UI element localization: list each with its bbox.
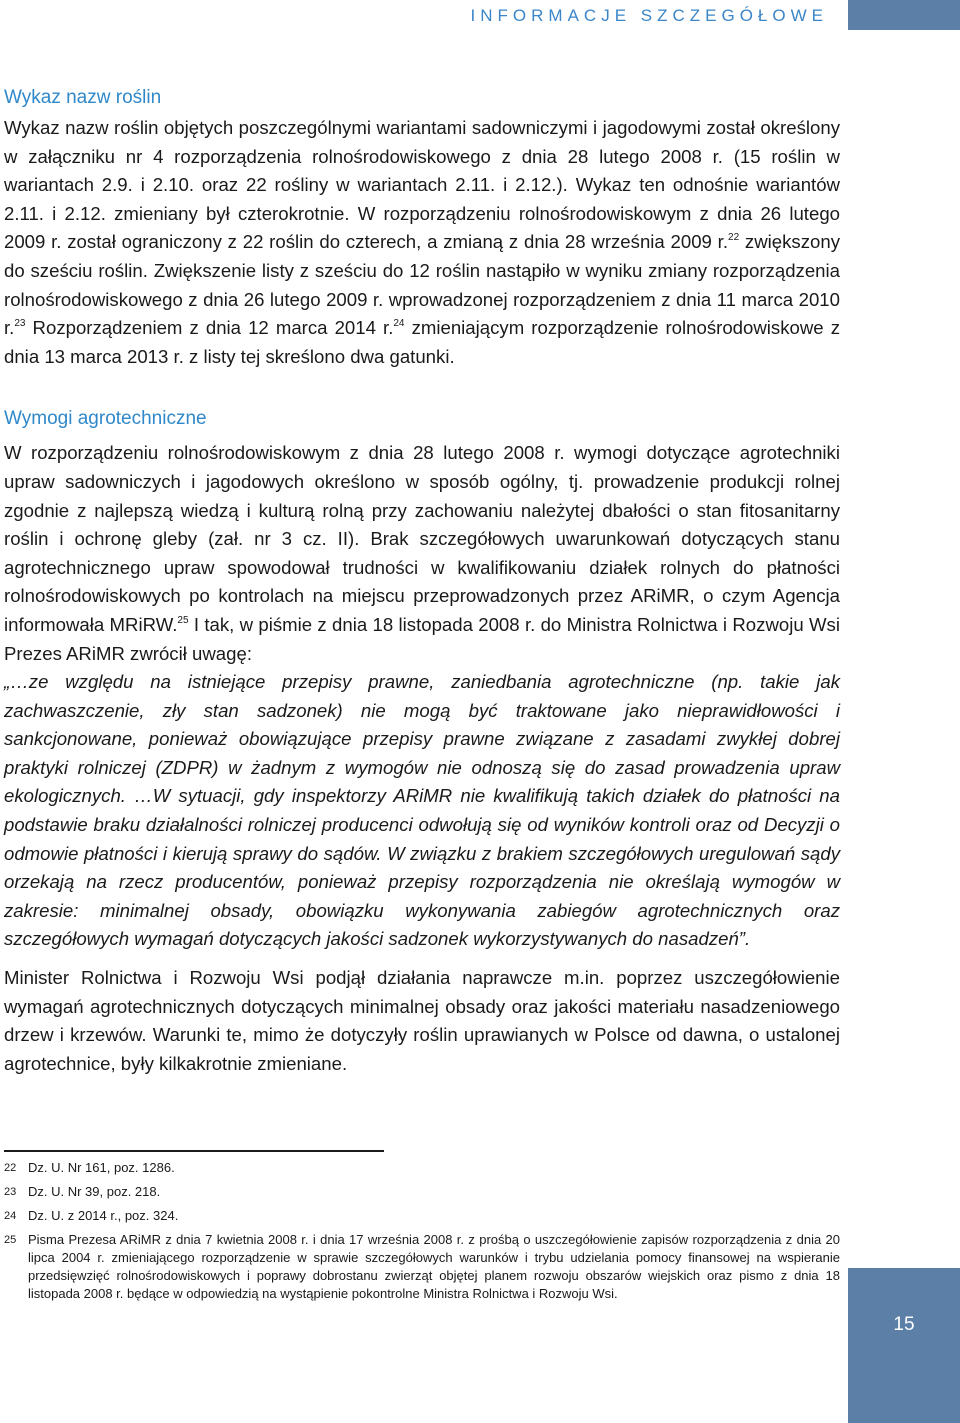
paragraph-text: W rozporządzeniu rolnośrodowiskowym z dnia 28 lutego 2008 r. wymogi dotyczące agrotechniki upraw sadowniczych i jagodowych określono w sposób ogólny, tj. prowadzenie produkcji rolnej zgodnie z najlepszą wiedzą i kulturą rolną przy zachowaniu należytej dbałości o stan fitosanitarny roślin i ochronę gleby (zał. nr 3 cz. II). Brak szczegółowych uwarunkowań dotyczących stanu agrotechnicznego upraw spowodował trudności w kwalifikowaniu działek rolnych do płatności rolnośrodowiskowych po kontrolach na miejscu przeprowadzonych przez ARiMR, o czym Agencja informowała MRiRW. <box>4 442 840 635</box>
footnote-item <box>4 1207 840 1225</box>
footnote-divider <box>4 1150 384 1152</box>
footnote-ref-25[interactable]: 25 <box>177 614 189 626</box>
footnote-number: 24 <box>4 1210 17 1222</box>
footnote-item <box>4 1159 840 1177</box>
footnote-text: Dz. U. z 2014 r., poz. 324. <box>28 1208 179 1223</box>
main-content <box>4 84 840 1078</box>
page-number-tab <box>848 1268 960 1423</box>
footnote-text: Pisma Prezesa ARiMR z dnia 7 kwietnia 2008 r. i dnia 17 września 2008 r. z prośbą o uszczegółowienie zapisów rozporządzenia z dnia 20 lipca 2004 r. zmieniającego rozporządzenie w sprawie szczegółowych warunków i trybu udzielania pomocy finansowej na wspieranie przedsięwzięć rolnośrodowiskowych i poprawy dobrostanu zwierząt objętej planem rozwoju obszarów wiejskich oraz pismo z dnia 18 listopada 2008 r. będące w odpowiedzią na wystąpienie pokontrolne Ministra Rolnictwa i Rozwoju Wsi. <box>28 1232 840 1301</box>
paragraph-text: zmieniającym rozporządzenie rolnośrodowiskowe z dnia 13 marca 2013 r. z listy tej skreślono dwa gatunki. <box>4 317 840 367</box>
section-title-plant-list: Wykaz nazw roślin <box>4 87 162 108</box>
section-title-agrotechnical: Wymogi agrotechniczne <box>4 408 207 430</box>
paragraph-agrotechnical <box>4 439 840 668</box>
section-header: INFORMACJE SZCZEGÓŁOWE <box>470 6 828 25</box>
footnote-text: Dz. U. Nr 39, poz. 218. <box>28 1184 161 1199</box>
footnote-item <box>4 1231 840 1303</box>
paragraph-text: Rozporządzeniem z dnia 12 marca 2014 r. <box>25 317 394 339</box>
footnote-number: 23 <box>4 1186 17 1198</box>
header-tab <box>848 0 960 30</box>
footnote-number: 22 <box>4 1162 17 1174</box>
paragraph-plant-list <box>4 114 840 371</box>
footnote-text: Dz. U. Nr 161, poz. 1286. <box>28 1160 175 1175</box>
footnote-number: 25 <box>4 1234 17 1246</box>
footnote-ref-23[interactable]: 23 <box>14 318 26 330</box>
quote-block: „…ze względu na istniejące przepisy prawne, zaniedbania agrotechniczne (np. takie jak zachwaszczenie, zły stan sadzonek) nie mogą być traktowane jako nieprawidłowości i sankcjonowane, ponieważ obowiązujące przepisy prawne związane z zasadami zwykłej dobrej praktyki rolniczej (ZDPR) w żadnym z wymogów nie odnoszą się do zasad prowadzenia upraw ekologicznych. …W sytuacji, gdy inspektorzy ARiMR nie kwalifikują takich działek do płatności na podstawie braku działalności rolniczej producenci odwołują się od wyników kontroli oraz od Decyzji o odmowie płatności i kierują sprawy do sądów. W związku z brakiem szczegółowych uregulowań sądy orzekają na rzecz producentów, ponieważ przepisy rozporządzenia nie określają wymogów w zakresie: minimalnej obsady, obowiązku wykonywania zabiegów agrotechnicznych oraz szczegółowych wymagań dotyczących jakości sadzonek wykorzystywanych do nasadzeń”. <box>4 671 840 950</box>
paragraph-text: I tak, w piśmie z dnia 18 listopada 2008 r. do Ministra Rolnictwa i Rozwoju Wsi Prezes ARiMR zwrócił uwagę: <box>4 613 840 664</box>
footnote-ref-22[interactable]: 22 <box>728 232 740 244</box>
paragraph-text: Wykaz nazw roślin objętych poszczególnymi wariantami sadowniczymi i jagodowymi został określony w załączniku nr 4 rozporządzenia rolnośrodowiskowego z dnia 28 lutego 2008 r. (15 roślin w wariantach 2.9. i 2.10. oraz 22 rośliny w wariantach 2.11. i 2.12.). Wykaz ten odnośnie wariantów 2.11. i 2.12. zmieniany był czterokrotnie. W rozporządzeniu rolnośrodowiskowym z dnia 26 lutego 2009 r. został ograniczony z 22 roślin do czterech, a zmianą z dnia 28 września 2009 r. <box>4 117 840 253</box>
paragraph-text: zwiększony do sześciu roślin. Zwiększenie listy z sześciu do 12 roślin nastąpiło w wyniku zmiany rozporządzenia rolnośrodowiskowego z dnia 26 lutego 2009 r. wprowadzonej rozporządzeniem z dnia 11 marca 2010 r. <box>4 231 840 339</box>
footnote-item <box>4 1183 840 1201</box>
paragraph-remedial-actions: Minister Rolnictwa i Rozwoju Wsi podjął działania naprawcze m.in. poprzez uszczegółowienie wymagań agrotechnicznych dotyczących minimalnej obsady oraz jakości materiału nasadzeniowego drzew i krzewów. Warunki te, mimo że dotyczyły roślin uprawianych w Polsce od dawna, o ustalonej agrotechnice, były kilkakrotnie zmieniane. <box>4 967 840 1074</box>
page-number: 15 <box>893 1314 915 1335</box>
footnotes <box>4 1159 840 1309</box>
footnote-ref-24[interactable]: 24 <box>393 318 405 330</box>
